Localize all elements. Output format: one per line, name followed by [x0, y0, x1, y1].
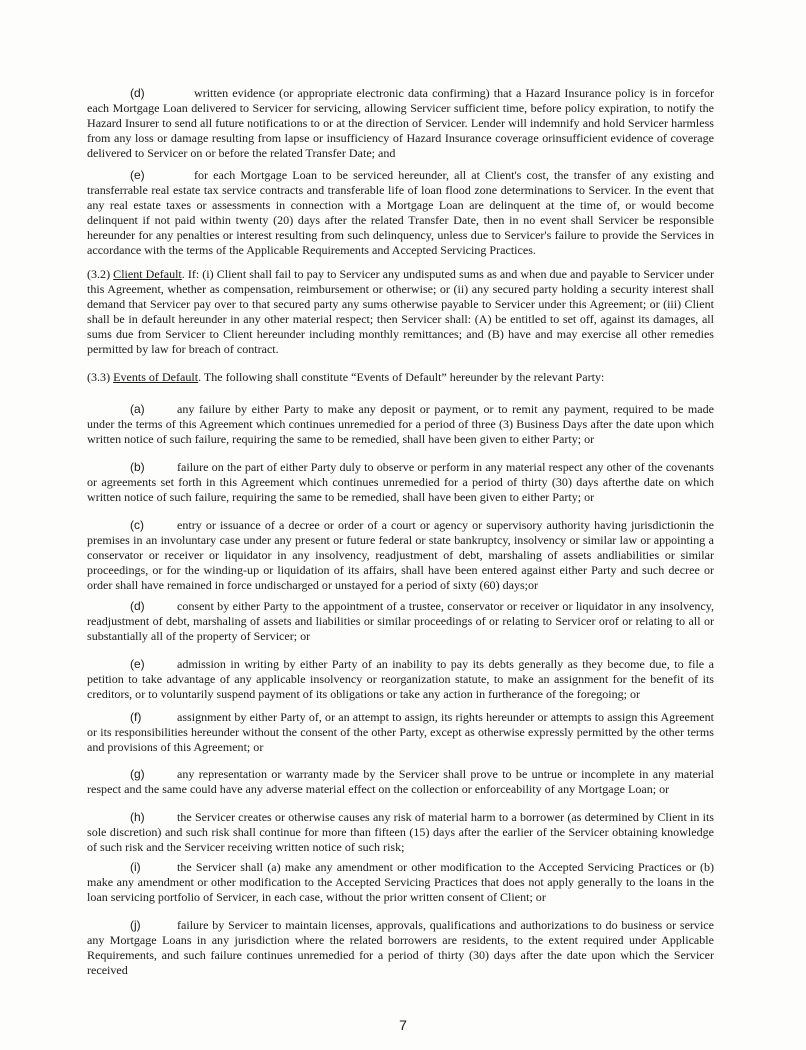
section-number: (3.2) — [87, 267, 111, 281]
event-e-insolvency-admission — [87, 657, 714, 702]
section-3-2-client-default — [87, 267, 714, 358]
event-label: (g) — [130, 767, 145, 781]
event-i-servicing-practices — [87, 860, 714, 905]
event-text: failure on the part of either Party duly to observe or perform in any material respect any other of the covenants or agreements set forth in this Agreement which continues unremedied for a period of thirty (30) days afterthe date on which written notice of such failure, requiring the same to be remedied, shall have been given to either Party; or — [87, 460, 714, 505]
clause-text: for each Mortgage Loan to be serviced hereunder, all at Client's cost, the transfer of any existing and transferrable real estate tax service contracts and transferable life of loan flood zone determinations to Servicer. In the event that any real estate taxes or assessments in connection with a Mortgage Loan are delinquent at the time of, or would become delinquent if not paid within twenty (20) days after the related Transfer Date, then in no event shall Servicer be responsible hereunder for any penalties or interest resulting from such delinquency, unless due to Servicer's failure to provide the Services in accordance with the terms of the Applicable Requirements and Accepted Servicing Practices. — [87, 168, 714, 258]
section-heading: Client Default — [113, 267, 182, 281]
event-b-covenant-failure — [87, 460, 714, 505]
event-g-representation — [87, 767, 714, 797]
event-label: (f) — [130, 710, 142, 724]
event-text: any representation or warranty made by the Servicer shall prove to be untrue or incomplete in any material respect and the same could have any adverse material effect on the collection or enforceability of any Mortgage Loan; or — [87, 767, 714, 797]
section-text: . The following shall constitute “Events of Default” hereunder by the relevant Party: — [198, 370, 605, 384]
event-text: entry or issuance of a decree or order of a court or agency or supervisory authority having jurisdictionin the premises in an involuntary case under any present or future federal or state bankruptcy, insolvency or similar law or appointing a conservator or receiver or liquidator in any insolvency, readjustment of debt, marshaling of assets andliabilities or similar proceedings, or for the winding-up or liquidation of its affairs, shall have been entered against either Party and such decree or order shall have remained in force undischarged or unstayed for a period of sixty (60) days;or — [87, 518, 714, 593]
event-label: (d) — [130, 599, 145, 613]
event-text: assignment by either Party of, or an attempt to assign, its rights hereunder or attempts to assign this Agreement or its responsibilities hereunder without the consent of the other Party, except as otherwise expressly permitted by the other terms and provisions of this Agreement; or — [87, 710, 714, 755]
event-label: (j) — [130, 918, 141, 932]
event-label: (b) — [130, 460, 145, 474]
event-text: admission in writing by either Party of an inability to pay its debts generally as they become due, to file a petition to take advantage of any applicable insolvency or reorganization statute, to make an assignment for the benefit of its creditors, or to voluntarily suspend payment of its obligations or take any action in furtherance of the foregoing; or — [87, 657, 714, 702]
event-label: (a) — [130, 402, 145, 416]
event-a-payment-failure — [87, 402, 714, 447]
event-text: the Servicer shall (a) make any amendment or other modification to the Accepted Servicing Practices or (b) make any amendment or other modification to the Accepted Servicing Practices that does not apply generally to the loans in the loan servicing portfolio of Servicer, in each case, without the prior written consent of Client; or — [87, 860, 714, 905]
event-c-court-decree — [87, 518, 714, 593]
event-label: (h) — [130, 810, 145, 824]
section-text: . If: (i) Client shall fail to pay to Servicer any undisputed sums as and when due and payable to Servicer under this Agreement, whether as compensation, reimbursement or otherwise; or (ii) any secured party holding a security interest shall demand that Servicer pay over to that secured party any sums otherwise payable to Servicer under this Agreement; or (iii) Client shall be in default hereunder in any other material respect; then Servicer shall: (A) be entitled to set off, against its damages, all sums due from Servicer to Client hereunder including monthly remittances; and (B) have and may exercise all other remedies permitted by law for breach of contract. — [87, 267, 714, 357]
event-text: any failure by either Party to make any deposit or payment, or to remit any payment, required to be made under the terms of this Agreement which continues unremedied for a period of three (3) Business Days after the date upon which written notice of such failure, requiring the same to be remedied, shall have been given to either Party; or — [87, 402, 714, 447]
event-text: the Servicer creates or otherwise causes any risk of material harm to a borrower (as determined by Client in its sole discretion) and such risk shall continue for more than fifteen (15) days after the earlier of the Servicer obtaining knowledge of such risk and the Servicer receiving written notice of such risk; — [87, 810, 714, 855]
event-text: failure by Servicer to maintain licenses, approvals, qualifications and authorizations to do business or service any Mortgage Loans in any jurisdiction where the related borrowers are residents, to the extent required under Applicable Requirements, and such failure continues unremedied for a period of thirty (30) days after the date upon which the Servicer received — [87, 918, 714, 978]
event-label: (c) — [130, 518, 144, 532]
section-number: (3.3) — [87, 370, 111, 384]
event-j-licenses — [87, 918, 714, 978]
clause-e-tax-service — [87, 168, 714, 259]
event-label: (i) — [130, 860, 141, 874]
event-d-consent-appointment — [87, 599, 714, 644]
event-label: (e) — [130, 657, 145, 671]
event-f-assignment — [87, 710, 714, 755]
clause-text: written evidence (or appropriate electronic data confirming) that a Hazard Insurance policy is in forcefor each Mortgage Loan delivered to Servicer for servicing, allowing Servicer sufficient time, before policy expiration, to notify the Hazard Insurer to send all future notifications to or at the direction of Servicer. Lender will indemnify and hold Servicer harmless from any loss or damage resulting from lapse or insufficiency of Hazard Insurance coverage orinsufficient evidence of coverage delivered to Servicer on or before the related Transfer Date; and — [87, 86, 714, 161]
page-number: 7 — [399, 1017, 407, 1033]
section-3-3-events-of-default — [87, 370, 714, 385]
clause-label: (e) — [130, 168, 145, 182]
clause-d-hazard-insurance — [87, 86, 714, 161]
section-heading: Events of Default — [113, 370, 199, 384]
clause-label: (d) — [130, 86, 145, 100]
event-h-borrower-harm — [87, 810, 714, 855]
event-text: consent by either Party to the appointment of a trustee, conservator or receiver or liquidator in any insolvency, readjustment of debt, marshaling of assets and liabilities or similar proceedings of or relating to Servicer orof or relating to all or substantially all of the property of Servicer; or — [87, 599, 714, 644]
